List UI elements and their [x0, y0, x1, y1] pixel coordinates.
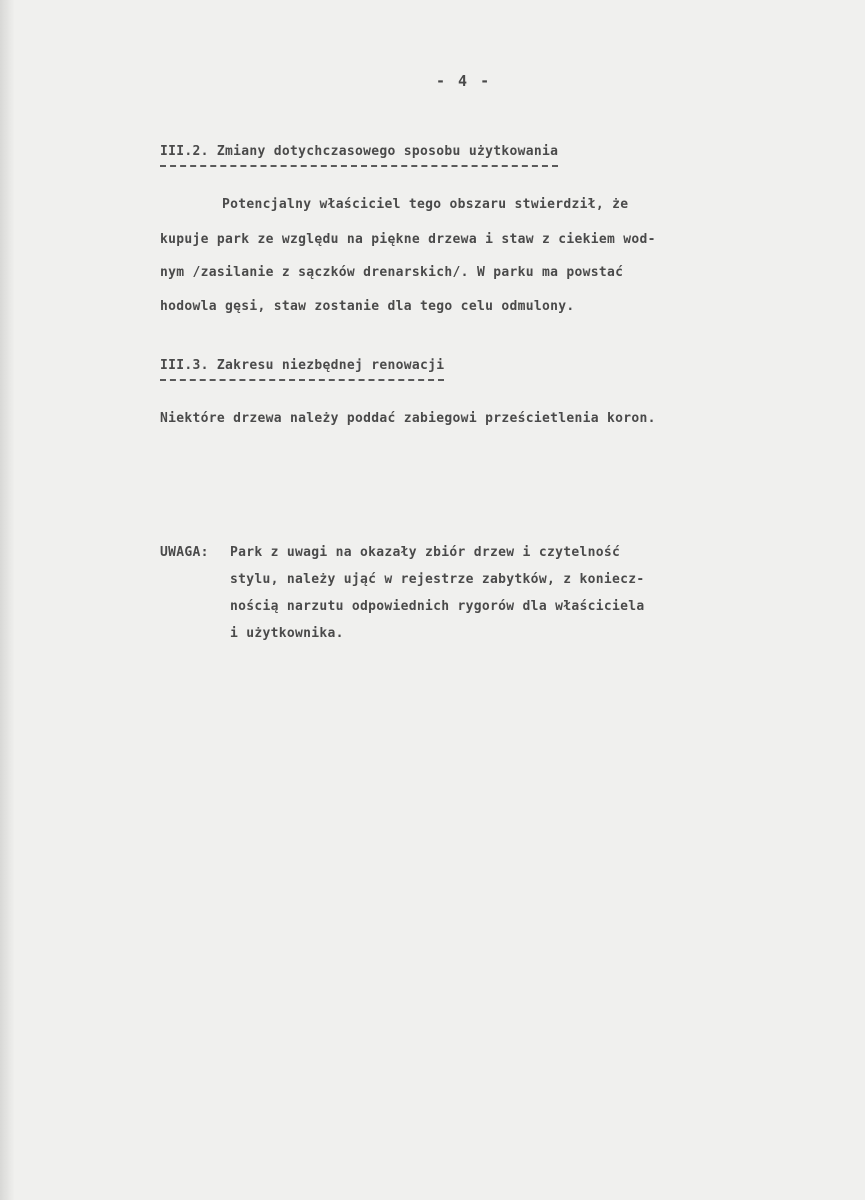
section-heading-text: III.3. Zakresu niezbędnej renowacji	[160, 358, 445, 373]
remark-line: Park z uwagi na okazały zbiór drzew i czytelność	[230, 545, 621, 560]
section-heading-iii-2	[160, 144, 558, 168]
page-number: - 4 -	[436, 72, 492, 90]
paragraph-line: hodowla gęsi, staw zostanie dla tego celu odmulony.	[160, 299, 575, 314]
page-edge-shadow	[0, 0, 14, 1200]
paragraph-line: kupuje park ze względu na piękne drzewa i staw z ciekiem wod-	[160, 232, 656, 247]
section-heading-iii-3	[160, 358, 444, 382]
paragraph-line: nym /zasilanie z sączków drenarskich/. W parku ma powstać	[160, 265, 624, 280]
remark-line: nością narzutu odpowiednich rygorów dla właściciela	[230, 599, 645, 614]
heading-underline	[160, 165, 558, 168]
remark-line: i użytkownika.	[230, 626, 344, 641]
heading-underline	[160, 379, 444, 382]
section-heading-text: III.2. Zmiany dotychczasowego sposobu użytkowania	[160, 144, 559, 159]
remark-line: stylu, należy ująć w rejestrze zabytków, z koniecz-	[230, 572, 645, 587]
paragraph-line: Niektóre drzewa należy poddać zabiegowi prześcietlenia koron.	[160, 411, 656, 426]
paragraph-line: Potencjalny właściciel tego obszaru stwierdził, że	[222, 197, 629, 212]
remark-label: UWAGA:	[160, 545, 209, 560]
